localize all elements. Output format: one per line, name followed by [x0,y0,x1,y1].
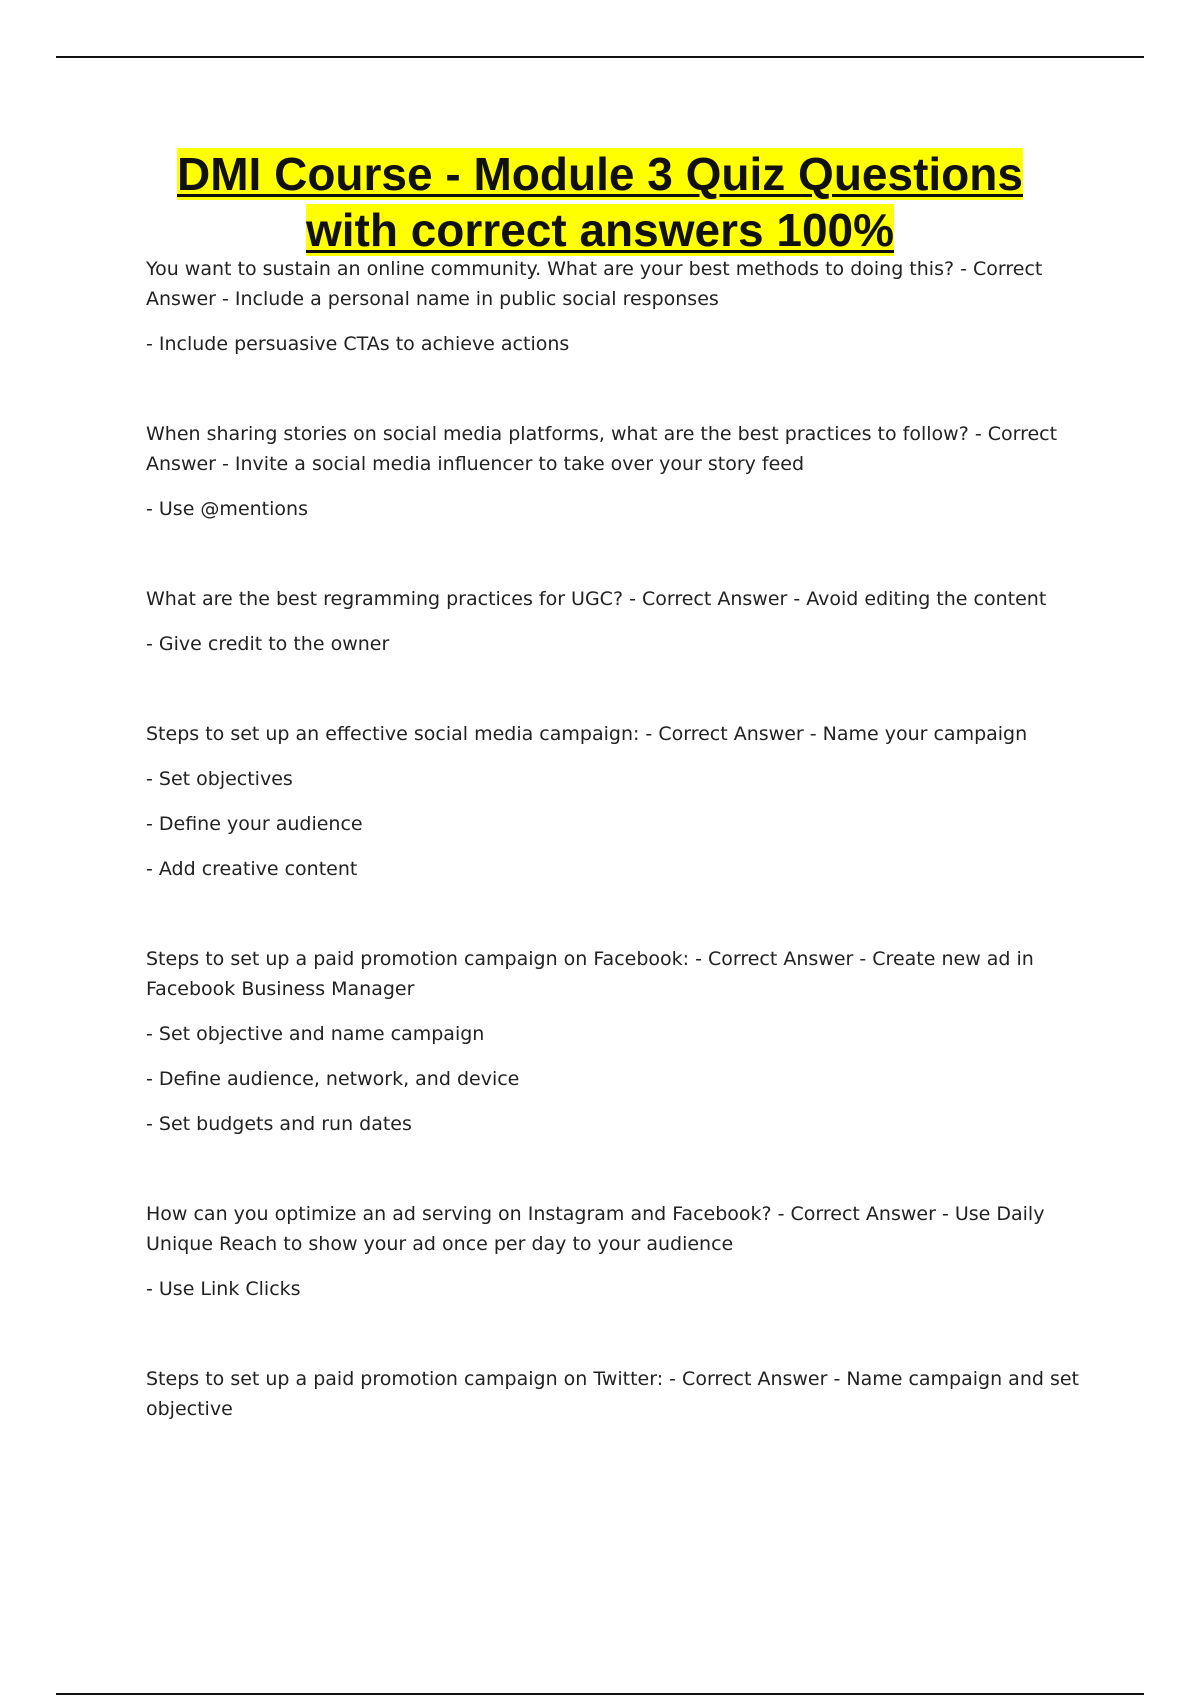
qa-item [146,1364,1096,1424]
question-text: How can you optimize an ad serving on Instagram and Facebook? - Correct Answer - Use Daily Unique Reach to show your ad once per day to your audience [146,1203,1045,1255]
answer-line: - Set objectives [146,768,293,790]
question-text: Steps to set up a paid promotion campaign on Twitter: - Correct Answer - Name campaign and set objective [146,1368,1079,1420]
question-text: When sharing stories on social media platforms, what are the best practices to follow? - Correct Answer - Invite a social media influencer to take over your story feed [146,423,1058,475]
qa-content [146,254,1096,1439]
title-block [0,146,1200,258]
answer-line: - Use Link Clicks [146,1278,301,1300]
question-text: What are the best regramming practices for UGC? - Correct Answer - Avoid editing the content [146,588,1047,610]
qa-item [146,584,1096,659]
qa-item [146,944,1096,1139]
answer-line: - Add creative content [146,858,358,880]
qa-item [146,1199,1096,1304]
top-rule [56,56,1144,58]
answer-line: - Give credit to the owner [146,633,390,655]
answer-line: - Define your audience [146,813,363,835]
question-text: Steps to set up a paid promotion campaign on Facebook: - Correct Answer - Create new ad in Facebook Business Manager [146,948,1034,1000]
document-title-line-1: DMI Course - Module 3 Quiz Questions [177,148,1023,200]
answer-line: - Include persuasive CTAs to achieve actions [146,333,570,355]
qa-item [146,254,1096,359]
answer-line: - Set budgets and run dates [146,1113,412,1135]
answer-line: - Set objective and name campaign [146,1023,485,1045]
question-text: Steps to set up an effective social media campaign: - Correct Answer - Name your campaign [146,723,1028,745]
answer-line: - Define audience, network, and device [146,1068,520,1090]
qa-item [146,419,1096,524]
qa-item [146,719,1096,884]
question-text: You want to sustain an online community. What are your best methods to doing this? - Correct Answer - Include a personal name in public social responses [146,258,1043,310]
bottom-rule [56,1693,1144,1695]
document-title-line-2: with correct answers 100% [305,204,895,256]
answer-line: - Use @mentions [146,498,308,520]
